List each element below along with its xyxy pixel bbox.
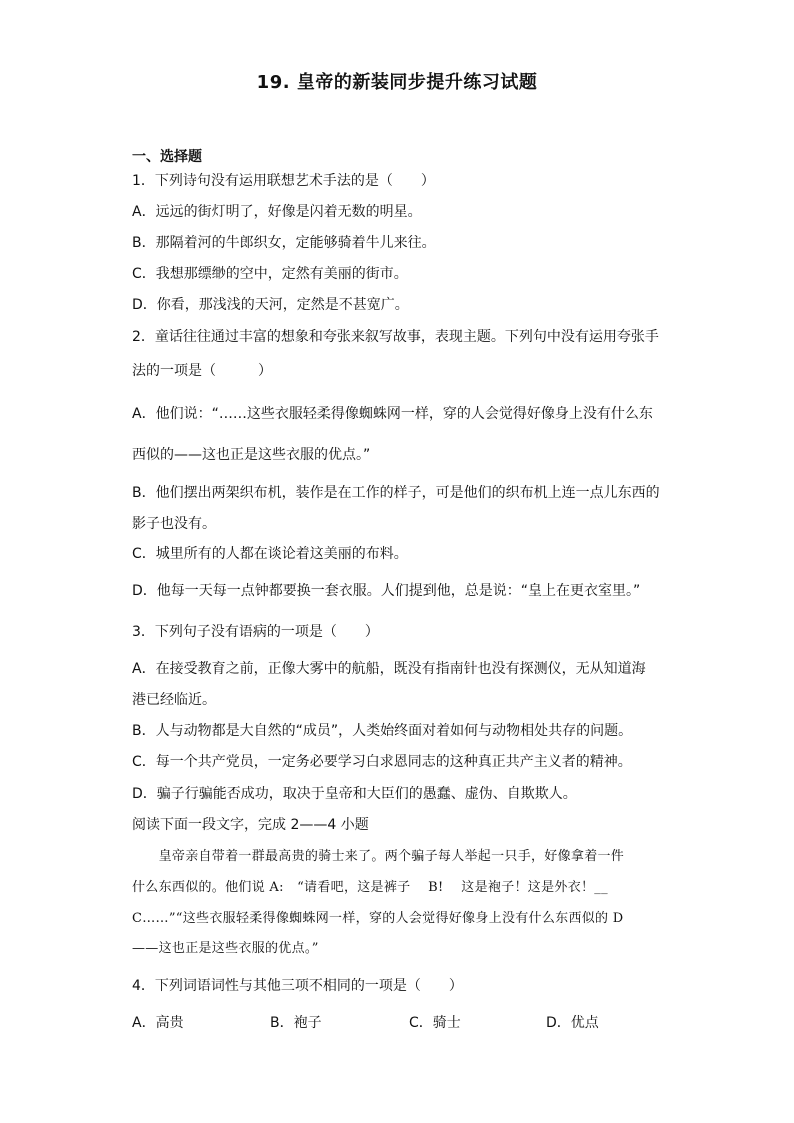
passage-line-2: 什么东西似的。他们说 A: “请看吧，这是裤子 B! 这是袍子！这是外衣！__	[132, 880, 608, 895]
q1-option-c: C．我想那缥缈的空中，定然有美丽的街市。	[132, 266, 408, 282]
q4-option-c: C．骑士	[409, 1015, 461, 1031]
document-title: 19. 皇帝的新装同步提升练习试题	[256, 72, 538, 93]
q2-option-c: C．城里所有的人都在谈论着这美丽的布料。	[132, 546, 408, 562]
q4-option-b: B．袍子	[270, 1015, 322, 1031]
q2-option-a-line-1: A．他们说：“……这些衣服轻柔得像蜘蛛网一样，穿的人会觉得好像身上没有什么东	[132, 406, 653, 422]
q2-option-b-line-2: 影子也没有。	[132, 516, 216, 532]
passage-line-3: C……”“这些衣服轻柔得像蜘蛛网一样，穿的人会觉得好像身上没有什么东西似的 D	[132, 911, 624, 926]
question-2-line-1: 2．童话往往通过丰富的想象和夸张来叙写故事，表现主题。下列句中没有运用夸张手	[132, 329, 659, 345]
q4-choices	[132, 1014, 652, 1032]
q4-option-d: D．优点	[546, 1015, 599, 1031]
q1-option-d: D．你看，那浅浅的天河，定然是不甚宽广。	[132, 297, 409, 313]
q1-option-a: A．远远的街灯明了，好像是闪着无数的明星。	[132, 204, 422, 220]
reading-instruction: 阅读下面一段文字，完成 2——4 小题	[132, 817, 369, 833]
question-2-line-2: 法的一项是（ ）	[132, 363, 272, 379]
q3-option-b: B．人与动物都是大自然的“成员”，人类始终面对着如何与动物相处共存的问题。	[132, 723, 633, 739]
section-heading: 一、选择题	[132, 149, 202, 165]
question-4: 4．下列词语词性与其他三项不相同的一项是（ ）	[132, 978, 463, 994]
q2-option-b-line-1: B．他们摆出两架织布机，装作是在工作的样子，可是他们的织布机上连一点儿东西的	[132, 485, 660, 501]
q1-option-b: B．那隔着河的牛郎织女，定能够骑着牛儿来往。	[132, 235, 436, 251]
question-3: 3．下列句子没有语病的一项是（ ）	[132, 624, 379, 640]
passage-line-1: 皇帝亲自带着一群最高贵的骑士来了。两个骗子每人举起一只手，好像拿着一件	[132, 849, 625, 864]
q2-option-d: D．他每一天每一点钟都要换一套衣服。人们提到他，总是说：“皇上在更衣室里。”	[132, 583, 641, 599]
q3-option-a-line-2: 港已经临近。	[132, 692, 216, 708]
q3-option-c: C．每一个共产党员，一定务必要学习白求恩同志的这种真正共产主义者的精神。	[132, 754, 632, 770]
q3-option-a-line-1: A．在接受教育之前，正像大雾中的航船，既没有指南针也没有探测仪，无从知道海	[132, 661, 646, 677]
q2-option-a-line-2: 西似的——这也正是这些衣服的优点。”	[132, 447, 371, 463]
q3-option-d: D．骗子行骗能否成功，取决于皇帝和大臣们的愚蠢、虚伪、自欺欺人。	[132, 786, 577, 802]
question-1: 1．下列诗句没有运用联想艺术手法的是（ ）	[132, 173, 435, 189]
passage-line-4: ——这也正是这些衣服的优点。”	[132, 941, 319, 956]
q4-option-a: A．高贵	[132, 1015, 184, 1031]
